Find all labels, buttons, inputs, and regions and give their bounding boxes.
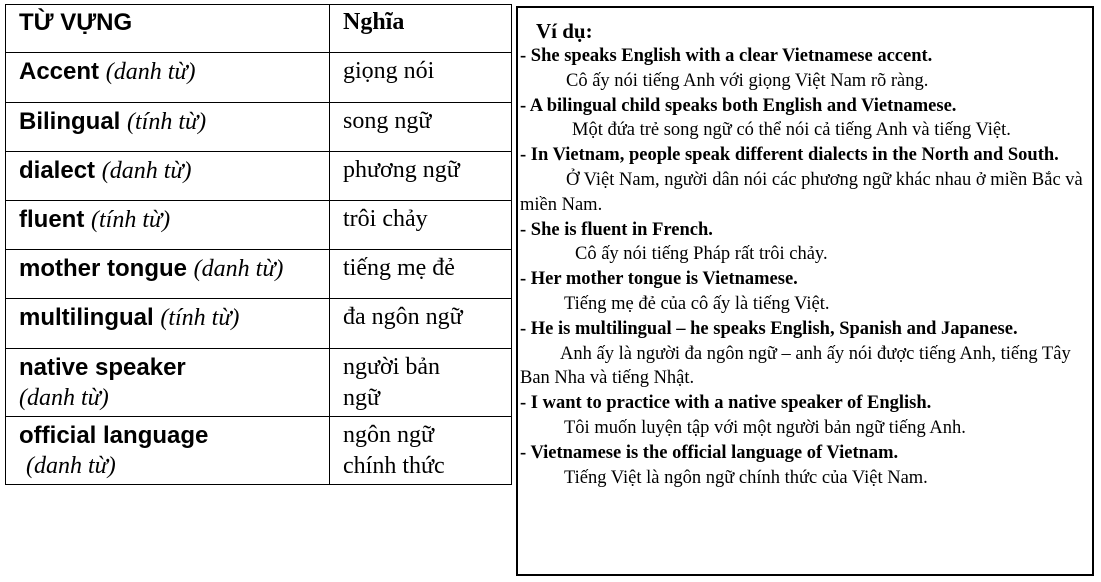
vocab-word-cell xyxy=(6,53,330,103)
example-vietnamese: Tiếng mẹ đẻ của cô ấy là tiếng Việt. xyxy=(564,293,830,314)
example-english: - She speaks English with a clear Vietnamese accent. xyxy=(520,46,933,66)
example-english: - He is multilingual – he speaks English, Spanish and Japanese. xyxy=(520,318,1018,339)
vocab-word: Bilingual xyxy=(19,108,121,135)
vocab-word: mother tongue xyxy=(19,255,187,282)
part-of-speech: (tính từ) xyxy=(91,207,171,233)
table-row xyxy=(6,250,512,299)
vocab-meaning: phương ngữ xyxy=(330,152,512,201)
vocab-meaning-line: ngôn ngữ xyxy=(343,422,435,448)
examples-title: Ví dụ: xyxy=(536,19,593,43)
vocab-meaning xyxy=(330,417,512,485)
vocab-word-cell xyxy=(6,250,330,299)
example-item xyxy=(520,391,1084,441)
table-row xyxy=(6,201,512,250)
example-vietnamese: Tiếng Việt là ngôn ngữ chính thức của Việt Nam. xyxy=(564,467,928,488)
part-of-speech: (danh từ) xyxy=(19,385,109,411)
vocab-word: native speaker xyxy=(19,354,186,381)
vocab-word: official language xyxy=(19,422,209,449)
example-vietnamese: Ở Việt Nam, người dân nói các phương ngữ khác nhau ở miền Bắc và miền Nam. xyxy=(520,169,1083,215)
example-item xyxy=(520,317,1084,391)
example-english: - A bilingual child speaks both English and Vietnamese. xyxy=(520,95,957,116)
part-of-speech: (tính từ) xyxy=(127,109,207,135)
table-row xyxy=(6,349,512,417)
example-vietnamese: Một đứa trẻ song ngữ có thể nói cả tiếng Anh và tiếng Việt. xyxy=(572,120,1011,141)
example-english: - Vietnamese is the official language of Vietnam. xyxy=(520,442,899,463)
part-of-speech: (danh từ) xyxy=(101,158,192,184)
vocabulary-column-header: TỪ VỰNG xyxy=(6,5,330,53)
table-row xyxy=(6,299,512,349)
vocab-meaning: đa ngôn ngữ xyxy=(330,299,512,349)
example-vietnamese: Anh ấy là người đa ngôn ngữ – anh ấy nói được tiếng Anh, tiếng Tây Ban Nha và tiếng Nhật. xyxy=(520,343,1071,389)
vocab-word-cell xyxy=(6,201,330,250)
vocab-meaning xyxy=(330,349,512,417)
part-of-speech: (danh từ) xyxy=(193,256,284,282)
example-item xyxy=(520,218,1084,268)
example-english: - Her mother tongue is Vietnamese. xyxy=(520,269,798,290)
vocab-word-cell xyxy=(6,299,330,349)
part-of-speech: (danh từ) xyxy=(105,59,196,85)
table-row xyxy=(6,103,512,152)
vocab-meaning-line: ngữ xyxy=(343,385,381,411)
part-of-speech: (tính từ) xyxy=(160,305,240,331)
table-row xyxy=(6,152,512,201)
example-item xyxy=(520,143,1084,217)
vocab-meaning-line: chính thức xyxy=(343,453,445,479)
vocab-word-cell xyxy=(6,103,330,152)
example-english: - I want to practice with a native speaker of English. xyxy=(520,393,932,414)
table-row xyxy=(6,417,512,485)
example-item xyxy=(520,441,1084,491)
vocab-word-cell xyxy=(6,152,330,201)
example-vietnamese: Cô ấy nói tiếng Pháp rất trôi chảy. xyxy=(575,244,828,265)
examples-box xyxy=(516,6,1094,576)
vocab-meaning-line: người bản xyxy=(343,354,441,380)
example-vietnamese: Tôi muốn luyện tập với một người bản ngữ tiếng Anh. xyxy=(564,417,966,438)
vocab-meaning: tiếng mẹ đẻ xyxy=(330,250,512,299)
vocab-word: dialect xyxy=(19,157,96,184)
example-english: - She is fluent in French. xyxy=(520,219,713,240)
example-english: - In Vietnam, people speak different dialects in the North and South. xyxy=(520,145,1059,166)
vocabulary-table xyxy=(5,4,512,485)
vocab-word-cell xyxy=(6,417,330,485)
table-row xyxy=(6,53,512,103)
vocab-word: fluent xyxy=(19,206,85,233)
example-item xyxy=(520,94,1084,144)
meaning-column-header: Nghĩa xyxy=(330,5,512,53)
vocab-meaning: song ngữ xyxy=(330,103,512,152)
example-item xyxy=(520,267,1084,317)
vocab-word: Accent xyxy=(19,58,100,85)
part-of-speech: (danh từ) xyxy=(26,453,116,479)
example-vietnamese: Cô ấy nói tiếng Anh với giọng Việt Nam rõ ràng. xyxy=(566,70,929,91)
vocab-meaning: giọng nói xyxy=(330,53,512,103)
vocab-word: multilingual xyxy=(19,304,154,331)
table-header-row xyxy=(6,5,512,53)
vocab-meaning: trôi chảy xyxy=(330,201,512,250)
example-item xyxy=(520,44,1084,94)
vocab-word-cell xyxy=(6,349,330,417)
